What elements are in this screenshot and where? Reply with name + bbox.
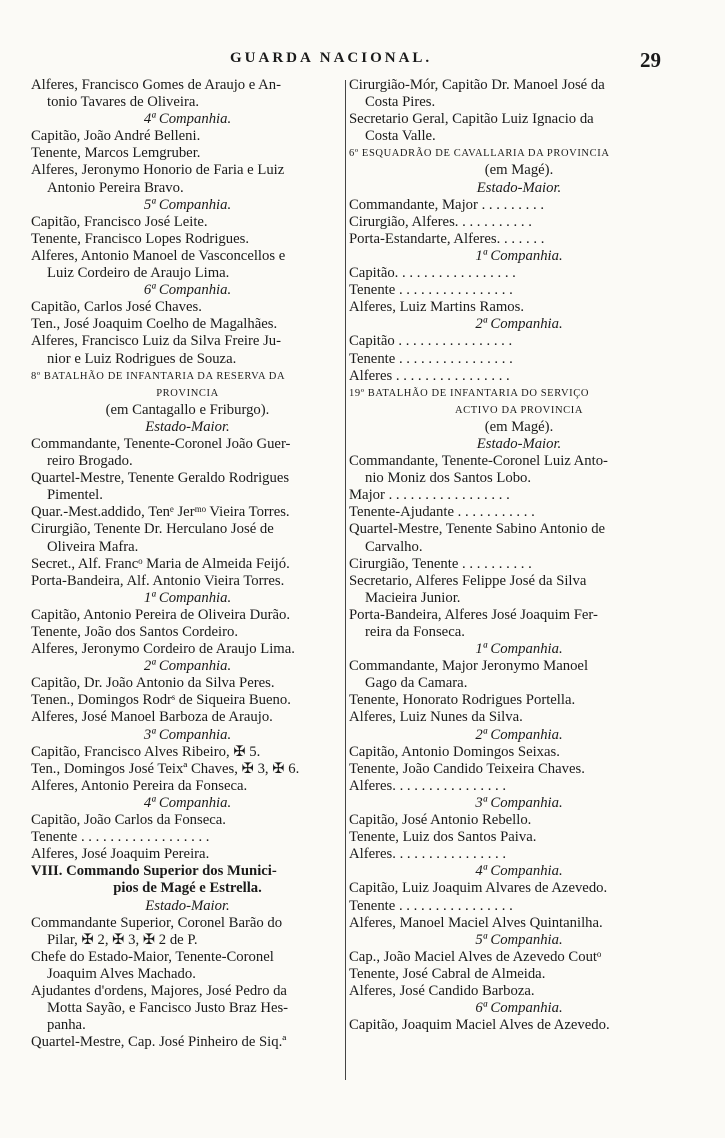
text-line: 8º BATALHÃO DE INFANTARIA DA RESERVA DA	[31, 370, 286, 382]
text-line: reiro Brogado.	[47, 453, 133, 470]
text-line: 3ª Companhia.	[475, 794, 563, 811]
text-line: Tenente, Honorato Rodrigues Portella.	[349, 692, 576, 709]
text-line: 6ª Companhia.	[143, 282, 232, 299]
text-line: 1ª Companhia.	[143, 589, 232, 606]
text-line: Costa Valle.	[365, 128, 436, 145]
text-line: 4ª Companhia.	[143, 111, 232, 128]
text-line: Tenente, Francisco Lopes Rodrigues.	[31, 230, 250, 247]
text-line: Tenen., Domingos Rodrˢ de Siqueira Bueno.	[31, 692, 291, 709]
text-line: Alferes, Francisco Luiz da Silva Freire Ju-	[31, 333, 282, 350]
text-line: Tenente, João dos Santos Cordeiro.	[31, 624, 239, 640]
running-title: GUARDA NACIONAL.	[230, 50, 433, 66]
text-line: Tenente-Ajudante . . . . . . . . . . .	[349, 504, 535, 521]
text-line: Capitão, João André Belleni.	[31, 128, 201, 145]
text-line: pios de Magé e Estrella.	[113, 880, 262, 897]
text-line: Alferes, Antonio Pereira da Fonseca.	[31, 777, 248, 794]
text-line: Alferes, Jeronymo Cordeiro de Araujo Lima.	[31, 641, 295, 658]
text-line: Chefe do Estado-Maior, Tenente-Coronel	[31, 948, 274, 965]
text-line: (em Cantagallo e Friburgo).	[105, 401, 270, 418]
text-line: VIII. Commando Superior dos Munici-	[31, 863, 277, 880]
text-line: PROVINCIA	[156, 387, 219, 399]
text-line: Ajudantes d'ordens, Majores, José Pedro da	[31, 982, 287, 999]
text-line: Capitão, João Carlos da Fonseca.	[31, 812, 226, 829]
text-line: Pilar, ✠ 2, ✠ 3, ✠ 2 de P.	[47, 931, 198, 948]
text-line: Luiz Cordeiro de Araujo Lima.	[47, 265, 230, 282]
text-line: Alferes. . . . . . . . . . . . . . . .	[349, 777, 507, 794]
text-line: tonio Tavares de Oliveira.	[47, 94, 200, 111]
text-line: Tenente . . . . . . . . . . . . . . . .	[349, 897, 513, 914]
text-line: Cap., João Maciel Alves de Azevedo Coutᵒ	[349, 948, 602, 965]
text-line: Major . . . . . . . . . . . . . . . . .	[349, 487, 510, 504]
text-line: 1ª Companhia.	[475, 247, 563, 264]
right-column	[349, 77, 689, 1034]
text-line: Carvalho.	[365, 538, 423, 555]
text-line: Cirurgião-Mór, Capitão Dr. Manoel José da	[349, 77, 605, 93]
text-line: Alferes, Jeronymo Honorio de Faria e Luiz	[31, 162, 285, 179]
text-line: Commandante, Major Jeronymo Manoel	[349, 658, 589, 675]
text-line: Porta-Bandeira, Alf. Antonio Vieira Torres.	[31, 572, 285, 589]
text-line: Capitão, Luiz Joaquim Alvares de Azevedo.	[349, 880, 608, 897]
text-line: 5ª Companhia.	[143, 196, 232, 213]
text-line: (em Magé).	[484, 418, 554, 435]
text-line: Quar.-Mest.addido, Tenᵉ Jerᵐᵒ Vieira Torres.	[31, 504, 290, 521]
text-line: Tenente, Luiz dos Santos Paiva.	[349, 829, 537, 846]
text-line: Quartel-Mestre, Tenente Sabino Antonio de	[349, 521, 606, 538]
text-line: 2ª Companhia.	[475, 316, 563, 333]
text-line: Alferes, José Joaquim Pereira.	[31, 846, 210, 863]
text-line: Secret., Alf. Francᵒ Maria de Almeida Feijó.	[31, 555, 290, 572]
page-number: 29	[640, 48, 661, 72]
text-line: Capitão, Francisco Alves Ribeiro, ✠ 5.	[31, 743, 261, 760]
text-line: Commandante, Major . . . . . . . . .	[349, 196, 544, 213]
text-line: Macieira Junior.	[365, 589, 461, 606]
text-line: Alferes, Luiz Nunes da Silva.	[349, 709, 523, 726]
text-line: Porta-Bandeira, Alferes José Joaquim Fer-	[349, 606, 598, 623]
text-line: Commandante Superior, Coronel Barão do	[31, 914, 283, 931]
text-line: panha.	[47, 1017, 86, 1034]
text-line: 19º BATALHÃO DE INFANTARIA DO SERVIÇO	[349, 387, 590, 399]
text-line: Alferes, Antonio Manoel de Vasconcellos e	[31, 247, 286, 264]
text-line: Cirurgião, Tenente . . . . . . . . . .	[349, 555, 532, 572]
text-line: Tenente, José Cabral de Almeida.	[349, 965, 546, 982]
text-line: Motta Sayão, e Fancisco Justo Braz Hes-	[47, 1000, 289, 1017]
text-line: Estado-Maior.	[145, 418, 230, 435]
text-line: Capitão, Carlos José Chaves.	[31, 299, 202, 316]
text-line: 6ª Companhia.	[475, 1000, 563, 1017]
text-line: Tenente, Marcos Lemgruber.	[31, 145, 201, 162]
text-line: Estado-Maior.	[145, 897, 230, 914]
text-line: nior e Luiz Rodrigues de Souza.	[47, 350, 237, 367]
text-line: 4ª Companhia.	[475, 863, 563, 880]
text-line: ACTIVO DA PROVINCIA	[454, 404, 584, 416]
page-header	[0, 46, 725, 74]
text-line: Alferes . . . . . . . . . . . . . . . .	[349, 367, 510, 384]
column-divider	[345, 80, 346, 1080]
text-line: 6º ESQUADRÃO DE CAVALLARIA DA PROVINCIA	[349, 148, 610, 160]
text-line: Secretario, Alferes Felippe José da Silva	[349, 572, 587, 589]
text-line: Alferes, Francisco Gomes de Araujo e An-	[31, 77, 282, 93]
text-line: 5ª Companhia.	[475, 931, 563, 948]
text-line: Alferes, José Manoel Barboza de Araujo.	[31, 709, 273, 726]
text-line: Capitão, Antonio Domingos Seixas.	[349, 743, 560, 760]
text-line: Estado-Maior.	[476, 435, 562, 452]
text-line: Quartel-Mestre, Cap. José Pinheiro de Siq.ª	[31, 1034, 287, 1051]
text-line: 4ª Companhia.	[143, 794, 232, 811]
text-line: Tenente, João Candido Teixeira Chaves.	[349, 760, 585, 777]
text-line: Costa Pires.	[365, 94, 436, 111]
text-line: Capitão, Joaquim Maciel Alves de Azevedo.	[349, 1017, 610, 1034]
text-line: Antonio Pereira Bravo.	[47, 179, 184, 196]
text-line: Cirurgião, Tenente Dr. Herculano José de	[31, 521, 274, 538]
text-line: Gago da Camara.	[365, 675, 468, 692]
text-line: Capitão. . . . . . . . . . . . . . . . .	[349, 265, 516, 282]
text-line: Ten., José Joaquim Coelho de Magalhães.	[31, 316, 278, 333]
text-line: nio Moniz dos Santos Lobo.	[365, 470, 532, 487]
text-line: Commandante, Tenente-Coronel Luiz Anto-	[349, 453, 608, 470]
text-line: 3ª Companhia.	[143, 726, 232, 743]
text-line: Cirurgião, Alferes. . . . . . . . . . .	[349, 213, 532, 230]
text-line: Oliveira Mafra.	[47, 538, 139, 555]
text-line: Alferes, José Candido Barboza.	[349, 982, 535, 999]
text-line: Estado-Maior.	[476, 179, 562, 196]
text-line: Ten., Domingos José Teixª Chaves, ✠ 3, ✠ 6.	[31, 760, 300, 777]
text-line: Alferes, Manoel Maciel Alves Quintanilha.	[349, 914, 603, 931]
text-line: (em Magé).	[484, 162, 554, 179]
text-line: Tenente . . . . . . . . . . . . . . . . . .	[31, 829, 210, 846]
text-line: Capitão, Dr. João Antonio da Silva Peres.	[31, 675, 275, 692]
text-line: Capitão, Antonio Pereira de Oliveira Durão.	[31, 606, 290, 623]
text-line: 2ª Companhia.	[475, 726, 563, 743]
text-line: 2ª Companhia.	[143, 658, 232, 675]
text-line: Capitão, Francisco José Leite.	[31, 213, 208, 230]
text-line: Tenente . . . . . . . . . . . . . . . .	[349, 350, 513, 367]
text-line: Secretario Geral, Capitão Luiz Ignacio da	[349, 111, 594, 128]
text-line: Alferes, Luiz Martins Ramos.	[349, 299, 524, 316]
text-line: reira da Fonseca.	[365, 624, 465, 640]
text-line: Quartel-Mestre, Tenente Geraldo Rodrigues	[31, 470, 290, 487]
text-line: Capitão, José Antonio Rebello.	[349, 812, 532, 829]
text-line: Alferes. . . . . . . . . . . . . . . .	[349, 846, 507, 863]
left-column	[31, 77, 344, 1051]
text-line: Pimentel.	[47, 487, 103, 504]
text-line: Joaquim Alves Machado.	[47, 965, 196, 982]
text-line: Porta-Estandarte, Alferes. . . . . . .	[349, 230, 545, 247]
text-line: Commandante, Tenente-Coronel João Guer-	[31, 435, 291, 452]
text-line: 1ª Companhia.	[475, 641, 563, 658]
text-line: Tenente . . . . . . . . . . . . . . . .	[349, 282, 513, 299]
text-line: Capitão . . . . . . . . . . . . . . . .	[349, 333, 513, 350]
